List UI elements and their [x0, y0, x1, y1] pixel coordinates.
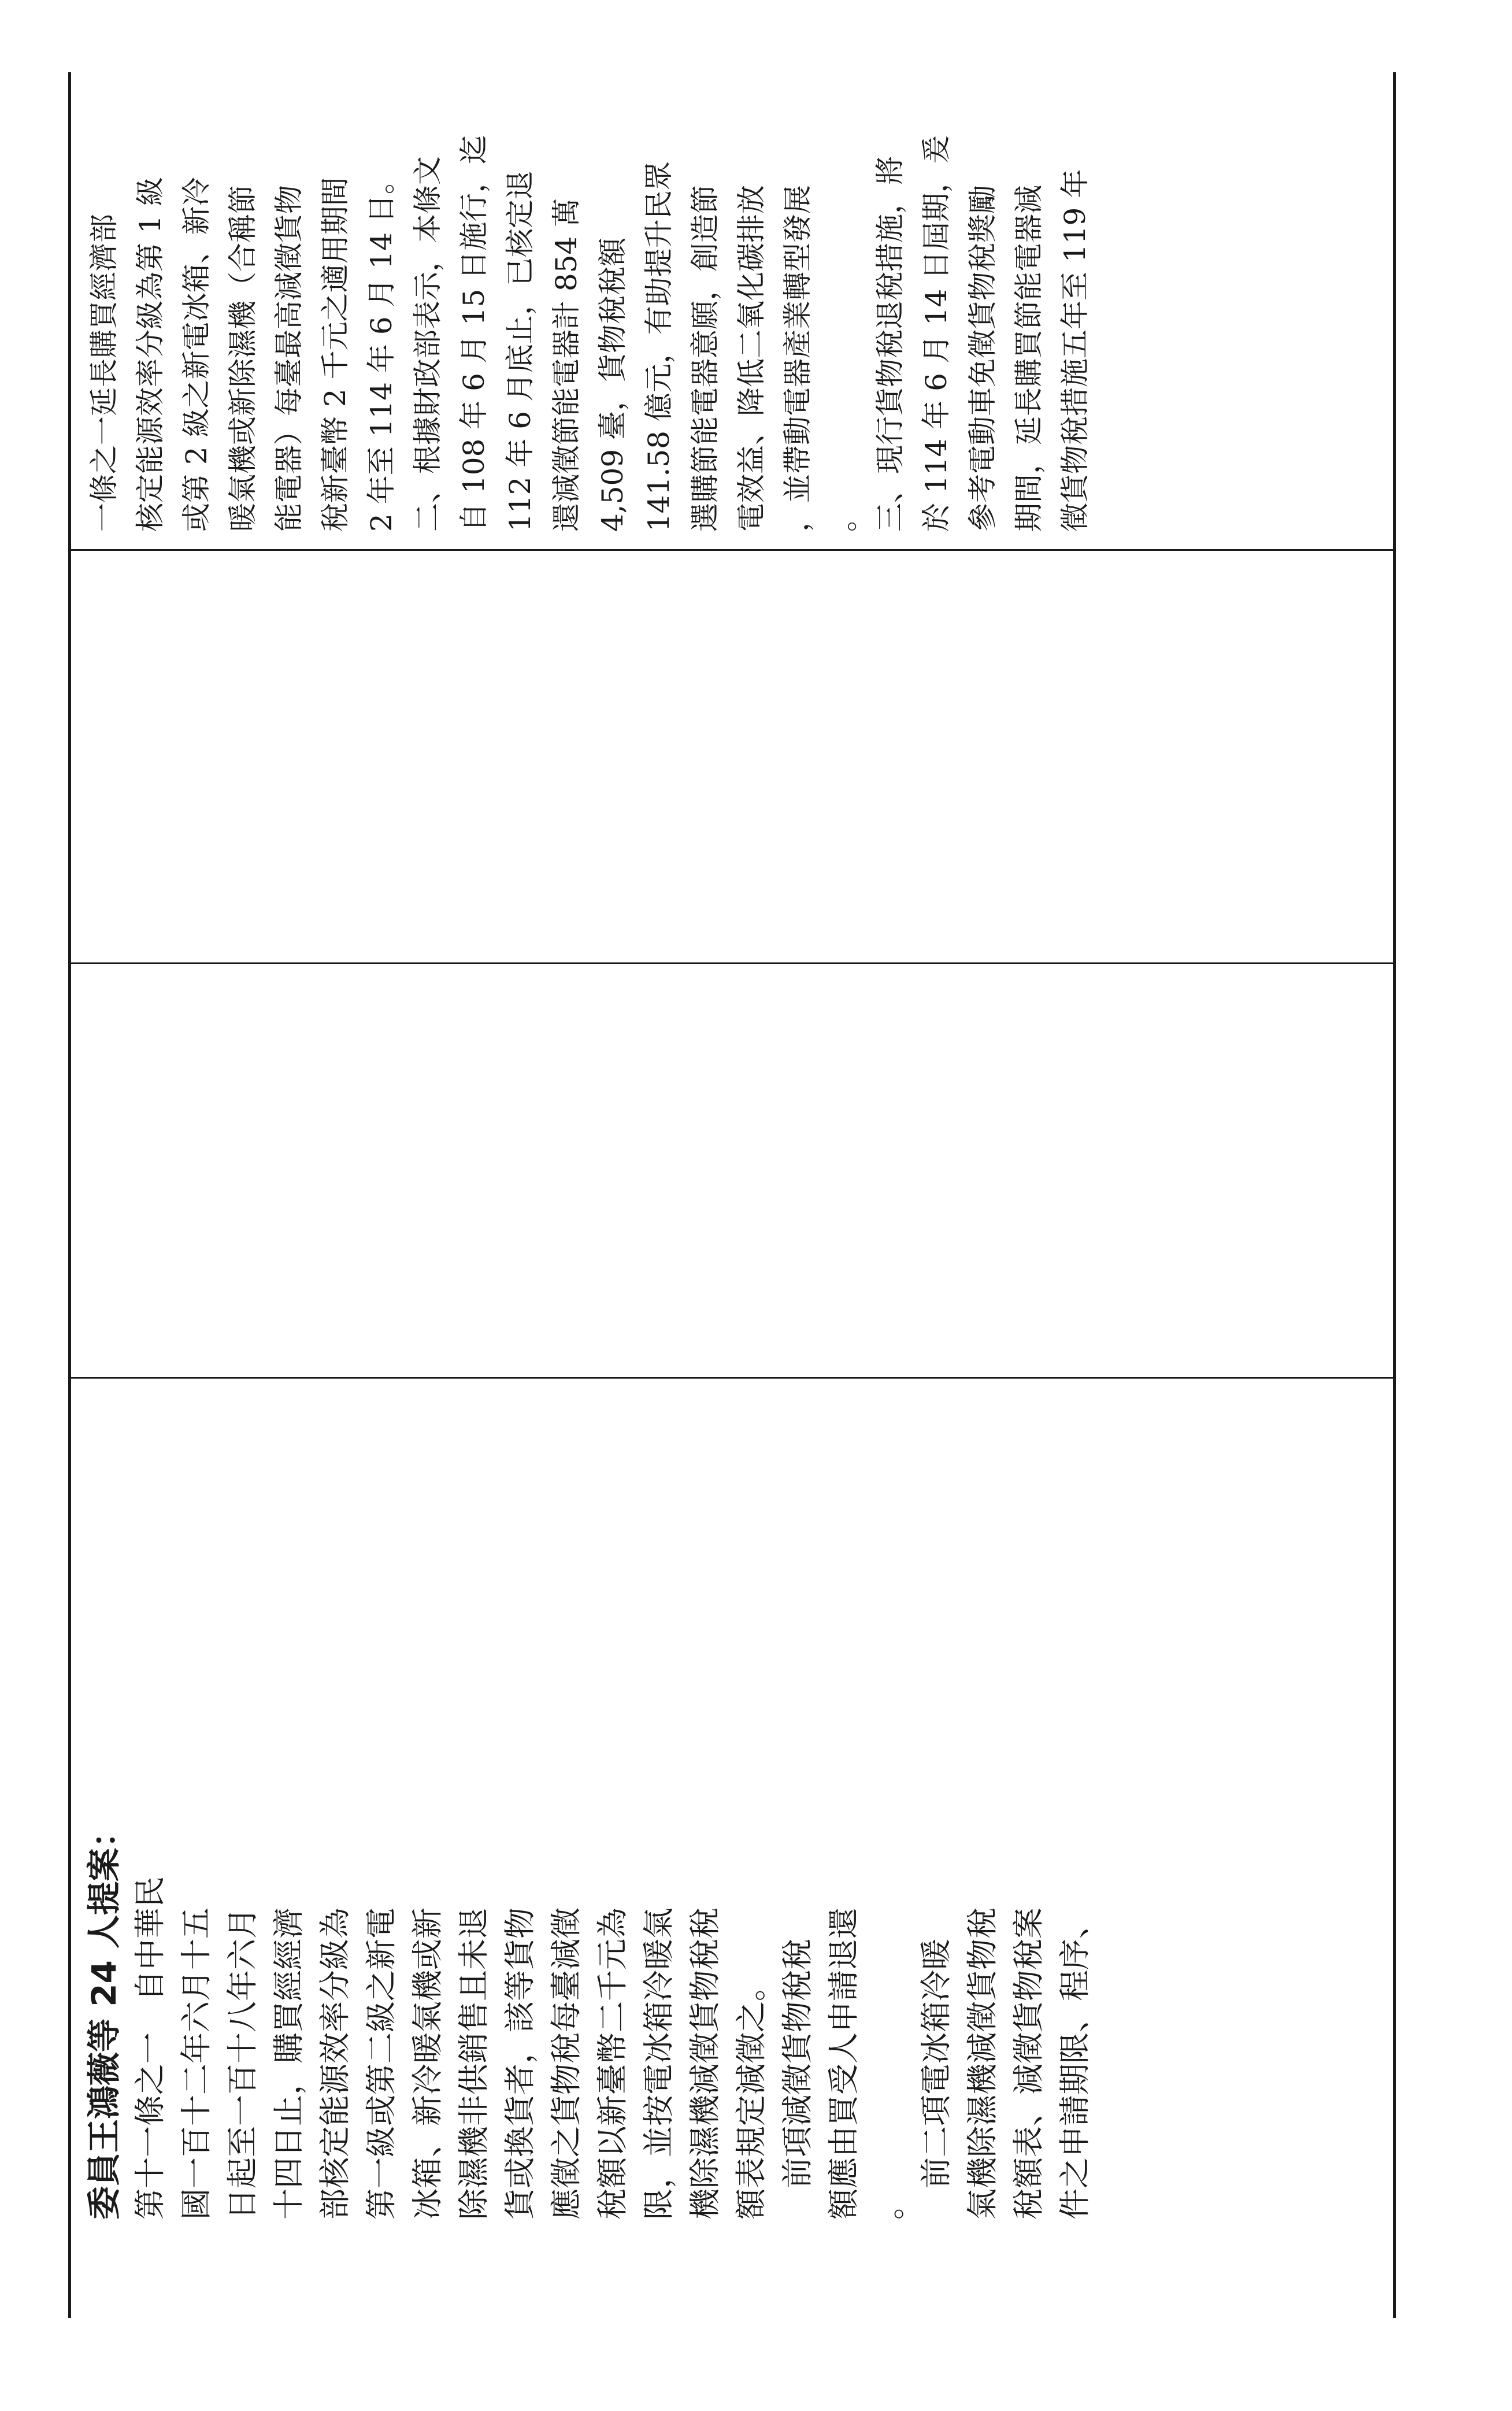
explanation-line: 三、現行貨物稅退稅措施，將 [873, 156, 907, 532]
explanation-line: 一條之一延長購買經濟部 [87, 214, 121, 532]
explanation-line: 141.58 億元，有助提升民眾 [642, 161, 676, 532]
proposal-line: 第十一條之一 自中華民 [132, 1876, 168, 2220]
explanation-line: 能電器）每臺最高減徵貨物 [272, 185, 306, 532]
explanation-line: ，並帶動電器產業轉型發展 [781, 185, 814, 532]
explanation-line: 核定能源效率分級為第 1 級 [134, 177, 167, 532]
explanation-section [81, 75, 1387, 538]
explanation-line: 4,509 臺，貨物稅稅額 [596, 237, 629, 532]
proposal-line: 部核定能源效率分級為 [317, 1908, 353, 2220]
proposal-section [81, 1387, 1093, 2231]
explanation-line: 於 114 年 6 月 14 日屆期，爰 [920, 135, 953, 532]
proposal-line: 日起至一百十八年六月 [224, 1908, 261, 2220]
proposal-title: 委員王鴻薇等 24 人提案： [84, 1814, 124, 2220]
explanation-line: 電效益、降低二氧化碳排放 [735, 185, 768, 532]
explanation-line: 112 年 6 月底止，已核定退 [503, 171, 537, 532]
proposal-line: 除濕機非供銷售且未退 [455, 1908, 492, 2220]
proposal-line: 十四日止，購買經經濟 [270, 1908, 307, 2220]
frame-line-right [1393, 72, 1396, 2318]
explanation-line: 自 108 年 6 月 15 日施行，迄 [457, 135, 491, 532]
proposal-line: 氣機除濕機減徵貨物稅 [964, 1908, 1000, 2220]
proposal-line: 限，並按電冰箱冷暖氣 [640, 1908, 677, 2220]
proposal-line: 額應由買受人申請退還 [825, 1908, 862, 2220]
proposal-line: 貨或換貨者，該等貨物 [502, 1908, 538, 2220]
proposal-line: 前二項電冰箱冷暖 [918, 1939, 954, 2220]
explanation-line: 2 年至 114 年 6 月 14 日。 [365, 165, 398, 532]
proposal-line: 額表規定減徵之。 [733, 1970, 769, 2220]
proposal-line: 國一百十二年六月十五 [178, 1908, 214, 2220]
explanation-line: 選購節能電器意願，創造節 [688, 185, 722, 532]
explanation-line: 稅新臺幣 2 千元之適用期間 [318, 177, 352, 532]
explanation-line: 期間，延長購買節能電器減 [1012, 185, 1046, 532]
frame-line-left [68, 72, 71, 2318]
proposal-line: 冰箱、新冷暖氣機或新 [409, 1908, 446, 2220]
proposal-line: 件之申請期限、程序、 [1057, 1908, 1093, 2220]
explanation-line: 或第 2 級之新電冰箱、新冷 [180, 177, 213, 532]
proposal-line: 稅額表、減徵貨物稅案 [1010, 1908, 1047, 2220]
explanation-line: 還減徵節能電器計 854 萬 [550, 198, 583, 532]
divider-empty-mid [68, 962, 1396, 964]
proposal-line: 應徵之貨物稅每臺減徵 [548, 1908, 584, 2220]
explanation-line: 二、根據財政部表示，本條文 [411, 156, 444, 532]
proposal-line: 。 [872, 2188, 908, 2220]
proposal-line: 第一級或第二級之新電 [363, 1908, 399, 2220]
explanation-line: 徵貨物稅措施五年至 119 年 [1058, 169, 1092, 532]
divider-explanation-top [68, 549, 1396, 551]
explanation-line: 參考電動車免徵貨物稅獎勵 [966, 185, 999, 532]
proposal-line: 前項減徵貨物稅稅 [779, 1939, 816, 2220]
explanation-line: 。 [827, 503, 861, 532]
proposal-line: 稅額以新臺幣二千元為 [594, 1908, 631, 2220]
explanation-line: 暖氣機或新除濕機（合稱節 [226, 185, 260, 532]
proposal-line: 機除濕機減徵貨物稅稅 [687, 1908, 723, 2220]
